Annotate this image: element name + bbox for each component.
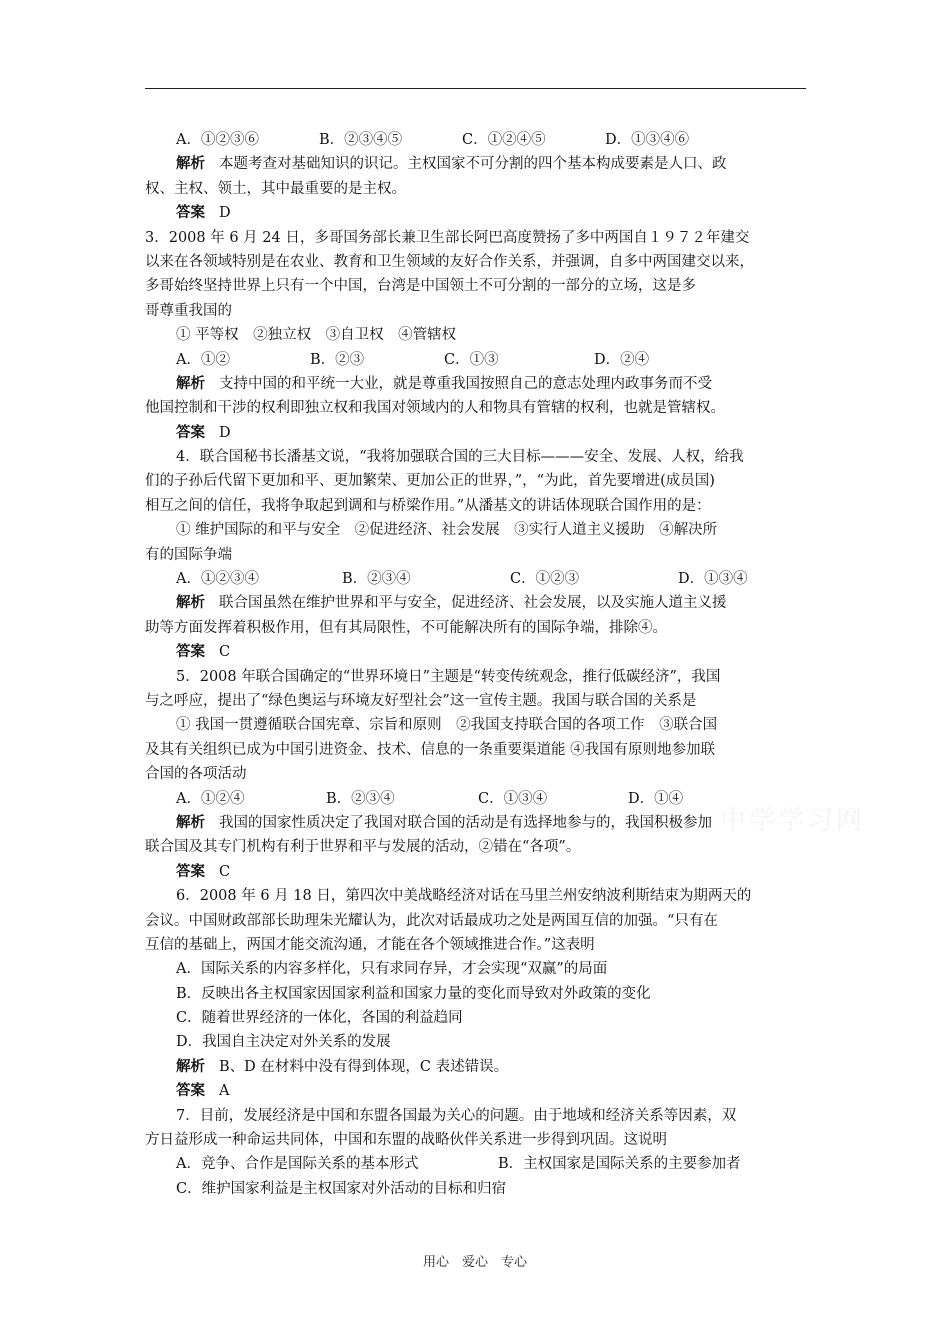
- q3-option-d: D．②④: [594, 351, 650, 368]
- watermark-logo: 中学学习网: [720, 806, 866, 836]
- q4-options: [145, 567, 810, 591]
- analysis-label: 解析: [176, 813, 205, 831]
- q2-analysis: [145, 152, 810, 176]
- q5-analysis-text: 我国的国家性质决定了我国对联合国的活动是有选择地参与的，我国积极参加: [219, 814, 712, 831]
- answer-label: 答案: [176, 423, 205, 441]
- q3-option-c: C．①③: [444, 351, 499, 368]
- q3-items: ① 平等权 ②独立权 ③自卫权 ④管辖权: [176, 327, 457, 344]
- q3-analysis-cont: 他国控制和干涉的权利即独立权和我国对领域内的人和物具有管辖的权利，也就是管辖权。: [145, 400, 725, 417]
- q5-stem-1: 5．2008 年联合国确定的“世界环境日”主题是“转变传统观念，推行低碳经济”，我国: [176, 668, 721, 685]
- q3-stem-2: 以来在各领域特别是在农业、教育和卫生领域的友好合作关系，并强调，自多中两国建交以来，: [145, 253, 754, 270]
- answer-label: 答案: [176, 643, 205, 661]
- q5-option-c: C．①③④: [478, 790, 548, 807]
- q7-stem-1: 7．目前，发展经济是中国和东盟各国最为关心的问题。由于地域和经济关系等因素，双: [176, 1107, 737, 1124]
- q4-option-b: B．②③④: [342, 571, 411, 588]
- q2-option-b: B．②③④⑤: [319, 132, 403, 148]
- q3-option-b: B．②③: [310, 351, 365, 368]
- analysis-label: 解析: [176, 1057, 205, 1075]
- q6-analysis: [145, 1055, 810, 1079]
- q6-answer: [145, 1079, 810, 1103]
- q6-answer-value: A: [219, 1083, 230, 1100]
- header-rule: [145, 88, 806, 89]
- q3-analysis: [145, 372, 810, 396]
- document-body: [145, 128, 810, 1201]
- q4-analysis: [145, 591, 810, 615]
- q4-stem-1: 4．联合国秘书长潘基文说，“我将加强联合国的三大目标———安全、发展、人权，给我: [176, 449, 744, 466]
- analysis-label: 解析: [176, 155, 205, 173]
- q3-options: [145, 348, 810, 372]
- q5-answer-value: C: [219, 863, 231, 880]
- q6-stem-1: 6．2008 年 6 月 18 日，第四次中美战略经济对话在马里兰州安纳波利斯结束为期两天的: [176, 888, 752, 905]
- q6-analysis-text: B、D 在材料中没有得到体现，C 表述错误。: [219, 1058, 509, 1075]
- q3-analysis-text: 支持中国的和平统一大业，就是尊重我国按照自己的意志处理内政事务而不受: [219, 375, 712, 392]
- answer-label: 答案: [176, 862, 205, 880]
- q3-answer: [145, 421, 810, 445]
- q3-option-a: A．①②: [176, 351, 230, 368]
- q5-items-cont-1: 及其有关组织已成为中国引进资金、技术、信息的一条重要渠道能 ④我国有原则地参加联: [145, 741, 716, 758]
- q6-option-b: B．反映出各主权国家因国家利益和国家力量的变化而导致对外政策的变化: [176, 985, 651, 1002]
- q2-answer-value: D: [219, 205, 231, 222]
- q5-analysis-cont: 联合国及其专门机构有利于世界和平与发展的活动，②错在“各项”。: [145, 839, 581, 856]
- q2-option-d: D．①③④⑥: [605, 132, 690, 148]
- analysis-label: 解析: [176, 374, 205, 392]
- q6-stem-3: 互信的基础上，两国才能交流沟通，才能在各个领域推进合作。”这表明: [145, 936, 595, 953]
- q4-option-c: C．①②③: [510, 571, 580, 588]
- q6-stem-2: 会议。中国财政部部长助理朱光耀认为，此次对话最成功之处是两国互信的加强。“只有在: [145, 912, 718, 929]
- q4-option-d: D．①③④: [678, 571, 748, 588]
- q5-option-a: A．①②④: [176, 790, 245, 807]
- q2-option-a: A．①②③⑥: [176, 132, 259, 148]
- q4-analysis-cont: 助等方面发挥着积极作用，但有其局限性，不可能解决所有的国际争端，排除④。: [145, 619, 667, 636]
- q5-items: ① 我国一贯遵循联合国宪章、宗旨和原则 ②我国支持联合国的各项工作 ③联合国: [176, 717, 718, 734]
- q6-option-a: A．国际关系的内容多样化，只有求同存异，才会实现“双赢”的局面: [176, 961, 608, 978]
- q5-option-b: B．②③④: [326, 790, 395, 807]
- q4-stem-2: 们的子孙后代留下更加和平、更加繁荣、更加公正的世界，”，“为此，首先要增进(成员国): [145, 473, 715, 490]
- analysis-label: 解析: [176, 594, 205, 612]
- q3-stem-3: 多哥始终坚持世界上只有一个中国，台湾是中国领土不可分割的一部分的立场，这是多: [145, 278, 696, 295]
- q5-stem-2: 与之呼应，提出了“绿色奥运与环境友好型社会”这一宣传主题。我国与联合国的关系是: [145, 692, 697, 709]
- q5-option-d: D．①④: [628, 790, 684, 807]
- q5-answer: [145, 860, 810, 884]
- q7-stem-2: 方日益形成一种命运共同体，中国和东盟的战略伙伴关系进一步得到巩固。这说明: [145, 1132, 667, 1149]
- answer-label: 答案: [176, 1082, 205, 1100]
- page-footer: 用心 爱心 专心: [422, 1255, 527, 1270]
- q3-answer-value: D: [219, 424, 231, 441]
- q5-analysis: [145, 811, 810, 835]
- q5-options: [145, 787, 810, 811]
- q3-stem-4: 哥尊重我国的: [145, 302, 232, 319]
- q2-options: [145, 128, 810, 152]
- q7-options-ab: [145, 1152, 810, 1176]
- q4-option-a: A．①②③④: [176, 571, 259, 588]
- q4-answer: [145, 640, 810, 664]
- q7-option-b: B．主权国家是国际关系的主要参加者: [498, 1156, 741, 1173]
- q3-stem-1: 3．2008 年 6 月 24 日，多哥国务部长兼卫生部长阿巴高度赞扬了多中两国自１９７２年建交: [145, 229, 750, 246]
- q4-stem-3: 相互之间的信任，我将争取起到调和与桥梁作用。”从潘基文的讲话体现联合国作用的是：: [145, 497, 711, 514]
- q2-answer: [145, 201, 810, 225]
- q2-analysis-text: 本题考查对基础知识的识记。主权国家不可分割的四个基本构成要素是人口、政: [219, 156, 727, 173]
- q4-answer-value: C: [219, 644, 231, 661]
- q5-items-cont-2: 合国的各项活动: [145, 766, 247, 783]
- q4-items-cont: 有的国际争端: [145, 546, 232, 563]
- q2-analysis-cont: 权、主权、领土，其中最重要的是主权。: [145, 180, 406, 197]
- q7-option-a: A．竞争、合作是国际关系的基本形式: [176, 1156, 419, 1173]
- q7-option-c: C．维护国家利益是主权国家对外活动的目标和归宿: [176, 1180, 507, 1197]
- q2-option-c: C．①②④⑤: [462, 132, 546, 148]
- q6-option-d: D．我国自主决定对外关系的发展: [176, 1034, 391, 1051]
- q4-analysis-text: 联合国虽然在维护世界和平与安全，促进经济、社会发展，以及实施人道主义援: [219, 595, 727, 612]
- answer-label: 答案: [176, 204, 205, 222]
- q4-items: ① 维护国际的和平与安全 ②促进经济、社会发展 ③实行人道主义援助 ④解决所: [176, 522, 718, 539]
- q6-option-c: C．随着世界经济的一体化，各国的利益趋同: [176, 1010, 463, 1027]
